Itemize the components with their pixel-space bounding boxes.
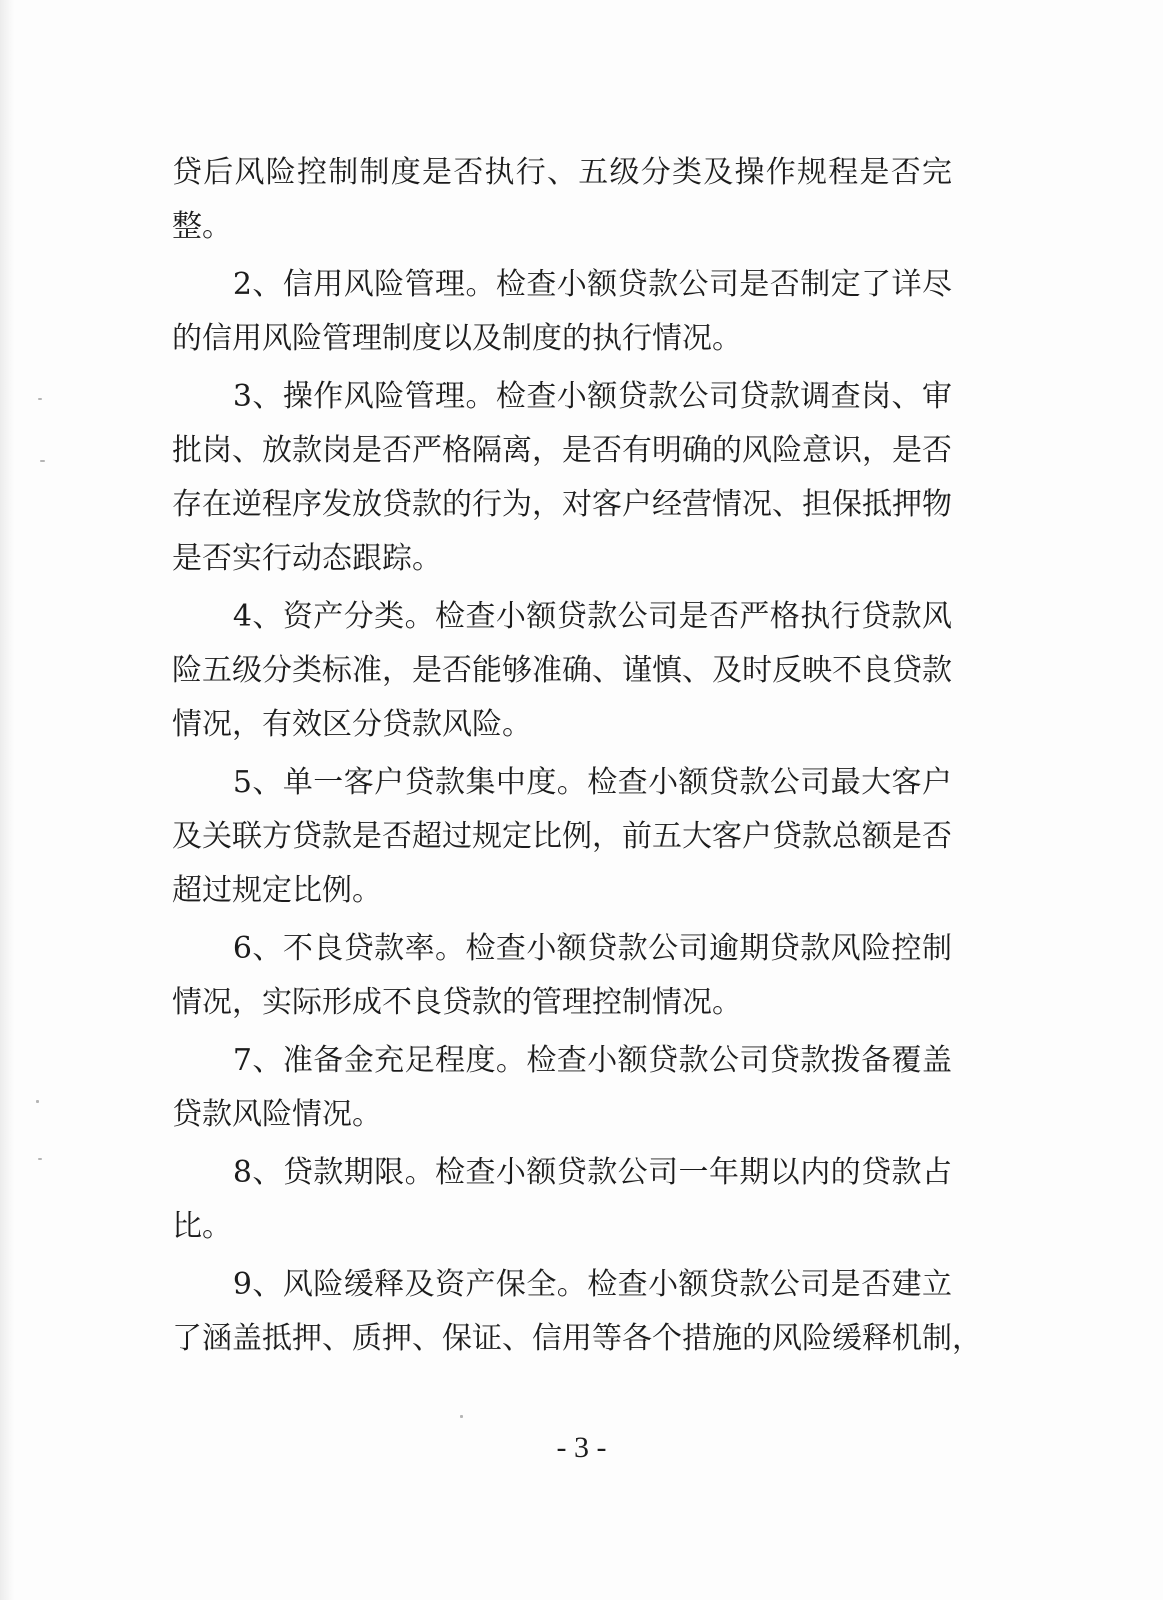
text-line: 存在逆程序发放贷款的行为，对客户经营情况、担保抵押物: [172, 487, 952, 522]
text-line: 7、准备金充足程度。检查小额贷款公司贷款拨备覆盖: [172, 1043, 952, 1078]
text-line: 6、不良贷款率。检查小额贷款公司逾期贷款风险控制: [172, 931, 952, 966]
text-line: 2、信用风险管理。检查小额贷款公司是否制定了详尽: [172, 267, 952, 302]
text-line: 9、风险缓释及资产保全。检查小额贷款公司是否建立: [172, 1267, 952, 1302]
text-line: 比。: [172, 1209, 232, 1244]
scan-speck: [36, 1100, 39, 1103]
text-line: 贷后风险控制制度是否执行、五级分类及操作规程是否完: [172, 155, 952, 190]
text-line: 批岗、放款岗是否严格隔离，是否有明确的风险意识，是否: [172, 433, 952, 468]
text-line: 的信用风险管理制度以及制度的执行情况。: [172, 321, 742, 356]
scan-speck: [40, 460, 45, 462]
scan-speck: [38, 1158, 42, 1160]
document-body: [172, 146, 982, 1366]
text-line: 了涵盖抵押、质押、保证、信用等各个措施的风险缓释机制，: [172, 1321, 982, 1356]
text-line: 险五级分类标准，是否能够准确、谨慎、及时反映不良贷款: [172, 653, 952, 688]
text-line: 整。: [172, 209, 232, 244]
scan-edge-shadow: [0, 0, 14, 1600]
text-line: 情况，实际形成不良贷款的管理控制情况。: [172, 985, 742, 1020]
text-line: 4、资产分类。检查小额贷款公司是否严格执行贷款风: [172, 599, 952, 634]
text-line: 贷款风险情况。: [172, 1097, 382, 1132]
page-number: - 3 -: [556, 1431, 607, 1464]
text-line: 3、操作风险管理。检查小额贷款公司贷款调查岗、审: [172, 379, 952, 414]
text-line: 情况，有效区分贷款风险。: [172, 707, 532, 742]
text-line: 超过规定比例。: [172, 873, 382, 908]
text-line: 是否实行动态跟踪。: [172, 541, 442, 576]
scan-speck: [460, 1415, 463, 1418]
text-line: 及关联方贷款是否超过规定比例，前五大客户贷款总额是否: [172, 819, 952, 854]
text-line: 5、单一客户贷款集中度。检查小额贷款公司最大客户: [172, 765, 952, 800]
scan-speck: [38, 398, 42, 400]
text-line: 8、贷款期限。检查小额贷款公司一年期以内的贷款占: [172, 1155, 952, 1190]
